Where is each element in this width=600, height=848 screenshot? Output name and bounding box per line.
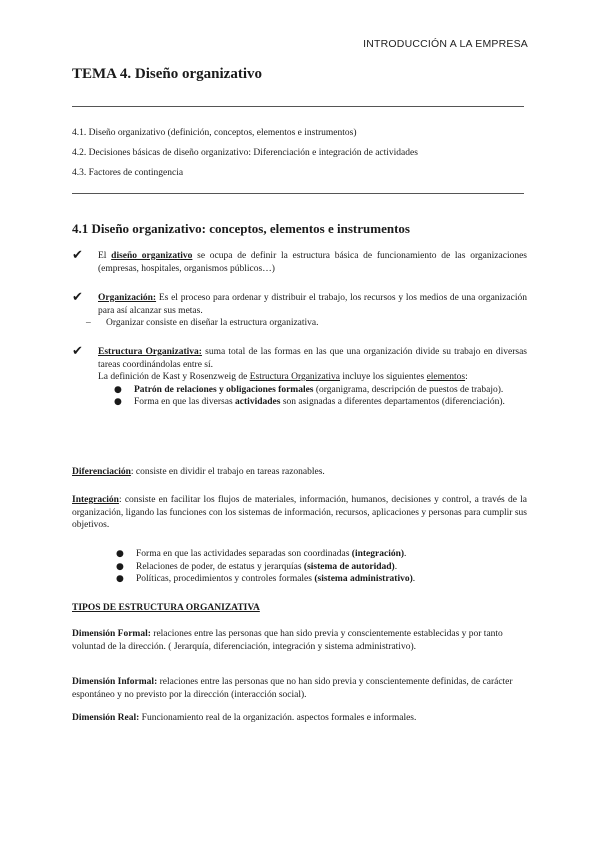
section-title: 4.1 Diseño organizativo: conceptos, elementos e instrumentos xyxy=(72,221,410,236)
diferenciacion-paragraph: Diferenciación: consiste en dividir el trabajo en tareas razonables. xyxy=(72,467,325,477)
term: Estructura Organizativa: xyxy=(98,347,202,357)
list-item: ● Patrón de relaciones y obligaciones formales (organigrama, descripción de puestos de trabajo). xyxy=(114,384,504,395)
dimension-real: Dimensión Real: Funcionamiento real de la organización. aspectos formales e informales. xyxy=(72,713,417,723)
running-header: INTRODUCCIÓN A LA EMPRESA xyxy=(363,38,528,50)
check-mark-icon: ✔ xyxy=(72,290,83,305)
list-item: ● Forma en que las actividades separadas son coordinadas (integración). xyxy=(116,549,407,559)
toc-item-3: 4.3. Factores de contingencia xyxy=(72,168,184,178)
bullet-icon: ● xyxy=(114,384,122,395)
elements-list xyxy=(98,384,527,409)
check-mark-icon: ✔ xyxy=(72,344,83,359)
dimension-formal: Dimensión Formal: relaciones entre las personas que han sido previa y conscientemente establecidas y por tanto voluntad de la dirección. ( Jerarquía, diferenciación, integración y sistema administrativo). xyxy=(72,629,503,652)
list-item-estructura xyxy=(72,346,527,409)
check-mark-icon: ✔ xyxy=(72,248,83,263)
tipos-heading: TIPOS DE ESTRUCTURA ORGANIZATIVA xyxy=(72,603,260,613)
bullet-icon: ● xyxy=(116,574,124,584)
list-item: ● Relaciones de poder, de estatus y jerarquías (sistema de autoridad). xyxy=(116,561,398,572)
bullet-icon: ● xyxy=(116,549,124,559)
page-title: TEMA 4. Diseño organizativo xyxy=(72,66,262,82)
integracion-list xyxy=(72,548,527,586)
bullet-icon: ● xyxy=(116,561,124,572)
list-item-organizacion xyxy=(72,292,527,330)
item-text: El diseño organizativo se ocupa de definir la estructura básica de funcionamiento de las organizaciones (empresas, hospitales, organismos públicos…) xyxy=(98,251,527,274)
sub-item: – Organizar consiste en diseñar la estructura organizativa. xyxy=(86,318,319,328)
term: diseño organizativo xyxy=(111,251,193,261)
item-text: Organización: Es el proceso para ordenar y distribuir el trabajo, los recursos y los medios de una organización para así alcanzar sus metas. xyxy=(98,293,527,316)
term: Organización: xyxy=(98,293,157,303)
bullet-icon: ● xyxy=(114,397,122,407)
list-item-diseno xyxy=(72,250,527,275)
integracion-paragraph: Integración: consiste en facilitar los flujos de materiales, información, humanos, decisiones y control, a través de la organización, ligando las funciones con los sistemas de información, recursos, aplicaciones y personas para cumplir sus objetivos. xyxy=(72,495,527,530)
kast-text: La definición de Kast y Rosenzweig de Estructura Organizativa incluye los siguientes elementos: xyxy=(98,372,468,382)
top-divider xyxy=(72,106,524,107)
toc-item-2: 4.2. Decisiones básicas de diseño organizativo: Diferenciación e integración de actividades xyxy=(72,148,418,158)
toc-divider xyxy=(72,193,524,194)
item-text: Estructura Organizativa: suma total de las formas en las que una organización divide su trabajo en diversas tareas coordinándolas entre sí. xyxy=(98,347,527,370)
dimension-informal: Dimensión Informal: relaciones entre las personas que no han sido previa y conscientemente definidas, de carácter espontáneo y no previsto por la dirección (interacción social). xyxy=(72,677,513,700)
list-item: ● Forma en que las diversas actividades son asignadas a diferentes departamentos (diferenciación). xyxy=(114,397,505,407)
toc-item-1: 4.1. Diseño organizativo (definición, conceptos, elementos e instrumentos) xyxy=(72,128,357,138)
list-item: ● Políticas, procedimientos y controles formales (sistema administrativo). xyxy=(116,574,416,584)
